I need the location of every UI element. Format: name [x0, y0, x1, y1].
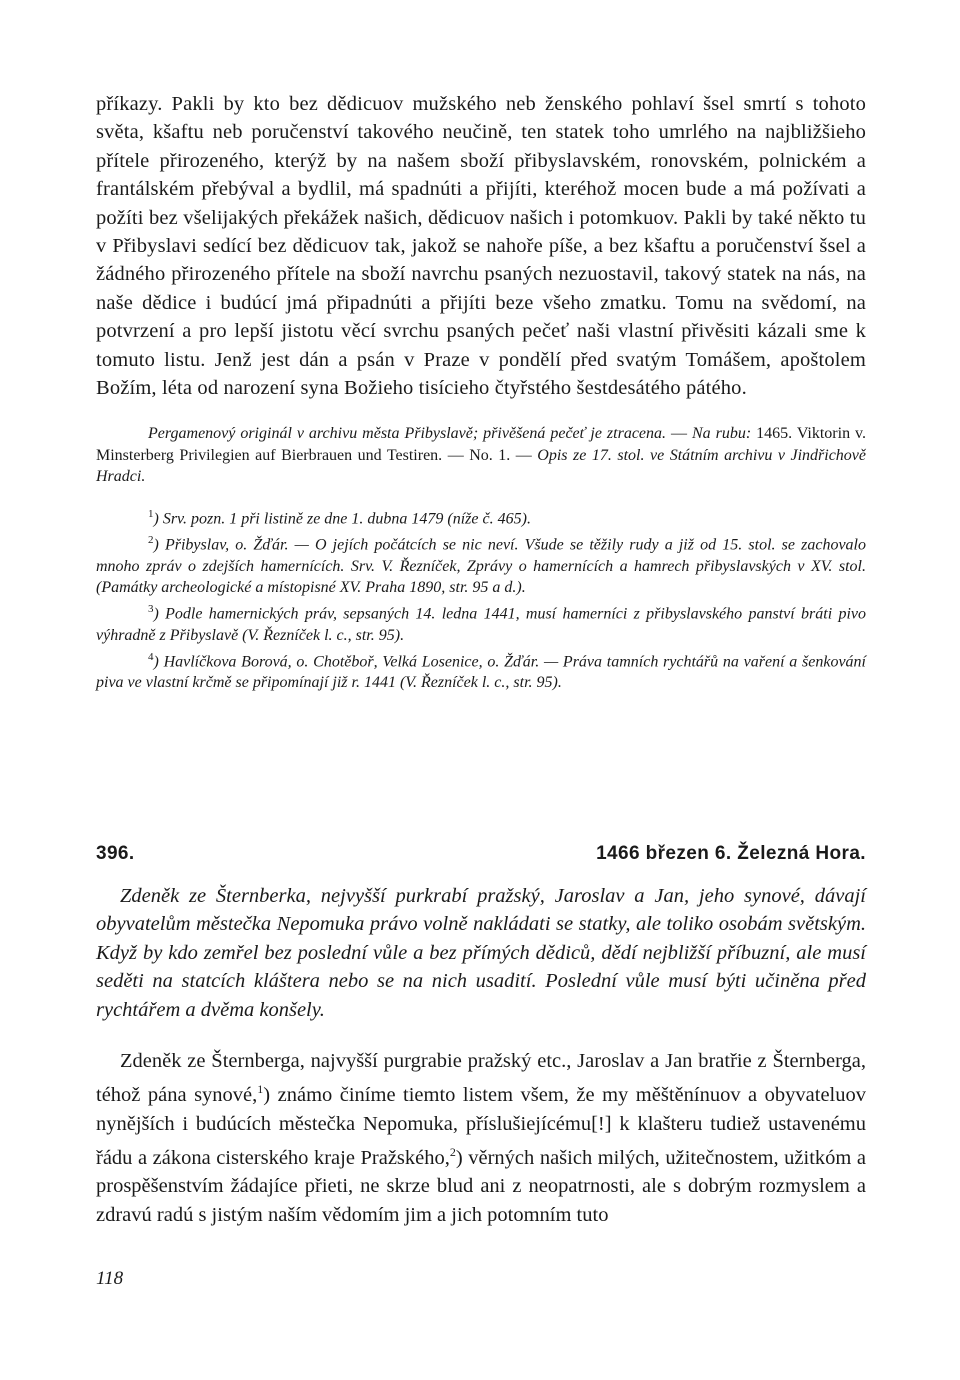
- footnote-mark: 3: [148, 603, 154, 615]
- footnote-text: ) Přibyslav, o. Žďár. — O jejích počátcích se nic neví. Všude se těžily rudy a již od 15. stol. se zachovalo mnoho zpráv o zdejších hamernících. Srv. V. Řezníček, Zprávy o hamernících a hamrech přibyslavských v XV. stol. (Památky archeologické a místopisné XV. Praha 1890, str. 95 a d.).: [96, 536, 866, 597]
- page-number: 118: [96, 1268, 124, 1289]
- source-verso-label: Na rubu:: [691, 425, 752, 443]
- body-part: ) věrných našich milých, užitečnostem, užitkóm a prospěšenstvím žádajíce přieti, ne skrze blud ani z neopatrnosti, ale s dobrým rozmyslem a zdravú radú s jistým naším vědomím jim a jich potomním tuto: [96, 1146, 866, 1226]
- footnote-text: ) Havlíčkova Borová, o. Chotěboř, Velká Losenice, o. Žďár. — Práva tamních rychtářů na vaření a šenkování piva ve vlastní krčmě se připomínají již r. 1441 (V. Řezníček l. c., str. 95).: [96, 652, 866, 692]
- document-date-place: 1466 březen 6. Železná Hora.: [596, 843, 866, 864]
- document-number: 396.: [96, 843, 135, 864]
- source-note: [96, 423, 866, 488]
- footnote-mark: 2: [148, 533, 154, 546]
- body-part: ) známo činíme tiemto listem všem, že my měštěnínuov a obyvateluov nynějších i budúcích městečka Nepomuka, příslušiejícému[!] k klašteru tudiež ustavenému řádu a zákona cisterského kraje Pražského,: [96, 1084, 866, 1169]
- footnote-ref: 2: [449, 1145, 456, 1160]
- footnote: [96, 647, 866, 695]
- footnote-ref: 1: [257, 1082, 264, 1097]
- page-upper: [96, 90, 866, 694]
- footnote-text: ) Podle hamernických práv, sepsaných 14. ledna 1441, musí hamerníci z přibyslavského panství bráti pivo výhradně z Přibyslavě (V. Řezníček l. c., str. 95).: [96, 605, 866, 644]
- continued-text: příkazy. Pakli by kto bez dědicuov mužského neb ženského pohlaví šsel smrtí s tohoto světa, kšaftu neb poručenství takového neučině, ten statek toho umrlého na najbližšieho přítele přirozeného, kterýž by na našem sboží přibyslavském, ronovském, polnickém a frantálském přebýval a bydlil, má spadnúti a přijíti, kteréhož mocen bude a má požívati a požíti bez všelijakých překážek našich, dědicuov našich i potomkuov. Pakli by také někto tu v Přibyslavi sedící bez dědicuov tak, jakož se nahoře píše, a bez kšaftu a poručenství šsel a žádného přirozeného přítele na sboží navrchu psaných nezuostavil, takový statek na nás, na naše dědice i budúcí jmá připadnúti a přijíti beze všeho zmatku. Tomu na svědomí, na potvrzení a pro lepší jistotu věcí svrchu psaných pečeť naši vlastní přivěsiti kázali sme k tomuto listu. Jenž jest dán a psán v Praze v pondělí před svatým Tomášem, apoštolem Božím, léta od narození syna Božieho tisícieho čtyřstého šestdesátého pátého.: [96, 93, 866, 400]
- document-regest: Zdeněk ze Šternberka, nejvyšší purkrabí pražský, Jaroslav a Jan, jeho synové, dávají obyvatelům městečka Nepomuka právo volně nakládati se statky, ale toliko osobám světským. Když by kdo zemřel bez poslední vůle a bez přímých dědiců, dědí nejbližší příbuzní, ale musí seděti na statcích kláštera nebo se na nich usadití. Poslední vůle musí býti učiněna před rychtářem a dvěma konšely.: [96, 885, 866, 1021]
- footnotes: [96, 504, 866, 694]
- footnote-text: ) Srv. pozn. 1 při listině ze dne 1. dubna 1479 (níže č. 465).: [153, 510, 531, 528]
- document-heading: [96, 843, 866, 865]
- footnote-mark: 1: [148, 507, 154, 520]
- footnote-mark: 4: [148, 650, 154, 663]
- footnote: [96, 599, 866, 647]
- footnote: [96, 504, 866, 530]
- source-copy: Opis ze 17. stol. ve Státním archivu v Jindřichově Hradci.: [96, 446, 867, 486]
- body-part: Zdeněk ze Šternberga, najvyšší purgrabie pražský etc., Jaroslav a Jan bratřie z Šternberga, téhož pána synové,: [96, 1050, 866, 1107]
- source-original: Pergamenový originál v archivu města Přibyslavě; přivěšená pečeť je ztracena.: [148, 425, 667, 443]
- source-dash: —: [666, 425, 692, 443]
- document-body: [96, 1047, 866, 1229]
- source-verso-text: 1465. Viktorin v. Minsterberg Privilegien auf Bierbrauen und Testiren. — No. 1. —: [96, 425, 867, 464]
- footnote: [96, 530, 866, 599]
